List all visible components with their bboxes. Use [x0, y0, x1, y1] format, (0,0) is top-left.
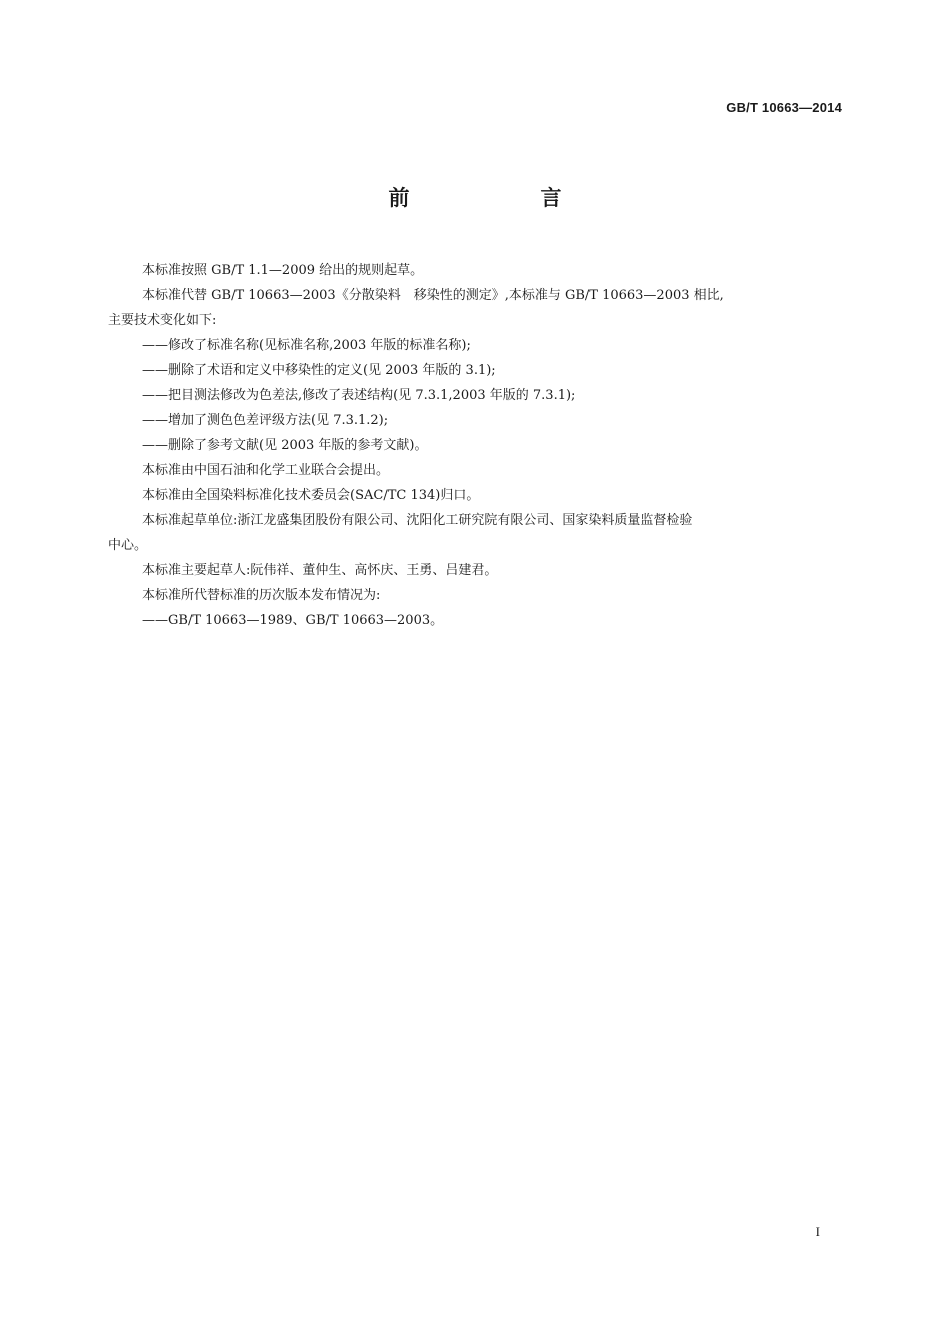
paragraph-drafting-rules: 本标准按照 GB/T 1.1—2009 给出的规则起草。 — [142, 263, 424, 278]
paragraph-previous-editions: 本标准所代替标准的历次版本发布情况为: — [142, 588, 381, 603]
paragraph-replacement: 本标准代替 GB/T 10663—2003《分散染料 移染性的测定》,本标准与 GB/T 10663—2003 相比, — [142, 288, 724, 303]
foreword-body — [108, 260, 844, 635]
standard-number: GB/T 10663—2014 — [726, 100, 842, 115]
list-item-change: ——修改了标准名称(见标准名称,2003 年版的标准名称); — [142, 338, 471, 353]
list-item-change: ——把目测法修改为色差法,修改了表述结构(见 7.3.1,2003 年版的 7.3.1); — [142, 388, 576, 403]
paragraph-drafting-units: 本标准起草单位:浙江龙盛集团股份有限公司、沈阳化工研究院有限公司、国家染料质量监督检验 — [142, 513, 693, 528]
paragraph-proposed-by: 本标准由中国石油和化学工业联合会提出。 — [142, 463, 390, 478]
page-number: I — [815, 1224, 820, 1239]
list-item-change: ——删除了术语和定义中移染性的定义(见 2003 年版的 3.1); — [142, 363, 496, 378]
page-title: 前 言 — [388, 186, 617, 210]
list-item-previous-edition: ——GB/T 10663—1989、GB/T 10663—2003。 — [142, 613, 444, 628]
list-item-change: ——删除了参考文献(见 2003 年版的参考文献)。 — [142, 438, 428, 453]
paragraph-main-drafters: 本标准主要起草人:阮伟祥、董仲生、高怀庆、王勇、吕建君。 — [142, 563, 498, 578]
paragraph-under-jurisdiction: 本标准由全国染料标准化技术委员会(SAC/TC 134)归口。 — [142, 488, 480, 503]
paragraph-drafting-units-continued: 中心。 — [108, 538, 148, 553]
list-item-change: ——增加了测色色差评级方法(见 7.3.1.2); — [142, 413, 389, 428]
paragraph-replacement-continued: 主要技术变化如下: — [108, 313, 217, 328]
